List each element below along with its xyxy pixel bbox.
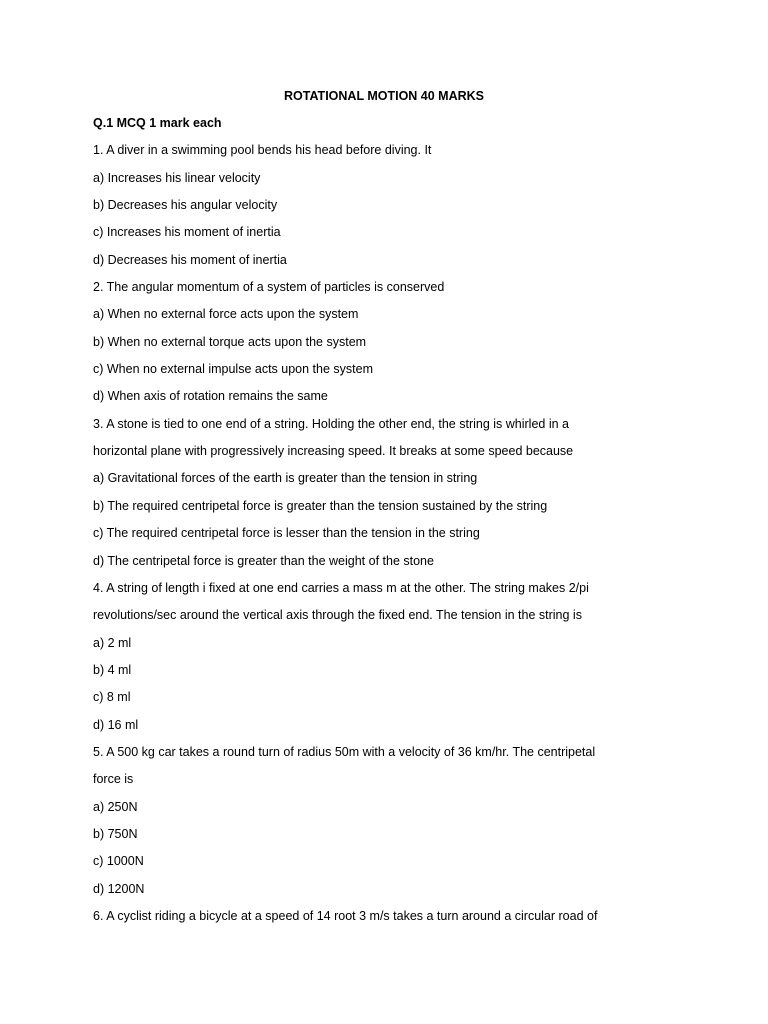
option-3b: b) The required centripetal force is greater than the tension sustained by the string [93, 498, 548, 513]
option-4d: d) 16 ml [93, 717, 139, 732]
option-1c: c) Increases his moment of inertia [93, 225, 281, 240]
option-5c: c) 1000N [93, 854, 144, 869]
question-6: 6. A cyclist riding a bicycle at a speed of 14 root 3 m/s takes a turn around a circular road of [93, 908, 598, 923]
option-4c: c) 8 ml [93, 690, 131, 705]
question-5: 5. A 500 kg car takes a round turn of radius 50m with a velocity of 36 km/hr. The centripetal [93, 744, 596, 759]
option-2a: a) When no external force acts upon the system [93, 307, 359, 322]
option-1d: d) Decreases his moment of inertia [93, 252, 287, 267]
option-2b: b) When no external torque acts upon the system [93, 334, 367, 349]
option-5b: b) 750N [93, 826, 138, 841]
option-2c: c) When no external impulse acts upon the system [93, 362, 373, 377]
option-4a: a) 2 ml [93, 635, 132, 650]
page-title: ROTATIONAL MOTION 40 MARKS [284, 89, 484, 103]
option-3a: a) Gravitational forces of the earth is greater than the tension in string [93, 471, 478, 486]
question-5-continued: force is [93, 772, 134, 787]
option-3c: c) The required centripetal force is lesser than the tension in the string [93, 526, 480, 541]
question-2: 2. The angular momentum of a system of particles is conserved [93, 280, 445, 295]
question-3: 3. A stone is tied to one end of a string. Holding the other end, the string is whirled in a [93, 416, 569, 431]
question-body [93, 113, 693, 933]
option-5d: d) 1200N [93, 881, 145, 896]
section-heading: Q.1 MCQ 1 mark each [93, 116, 222, 130]
option-2d: d) When axis of rotation remains the same [93, 389, 328, 404]
question-4: 4. A string of length i fixed at one end carries a mass m at the other. The string makes 2/pi [93, 580, 589, 595]
option-1b: b) Decreases his angular velocity [93, 198, 278, 213]
question-4-continued: revolutions/sec around the vertical axis through the fixed end. The tension in the string is [93, 608, 582, 623]
option-3d: d) The centripetal force is greater than the weight of the stone [93, 553, 434, 568]
question-1: 1. A diver in a swimming pool bends his head before diving. It [93, 143, 432, 158]
option-5a: a) 250N [93, 799, 138, 814]
option-4b: b) 4 ml [93, 662, 132, 677]
option-1a: a) Increases his linear velocity [93, 170, 261, 185]
question-3-continued: horizontal plane with progressively increasing speed. It breaks at some speed because [93, 444, 574, 459]
